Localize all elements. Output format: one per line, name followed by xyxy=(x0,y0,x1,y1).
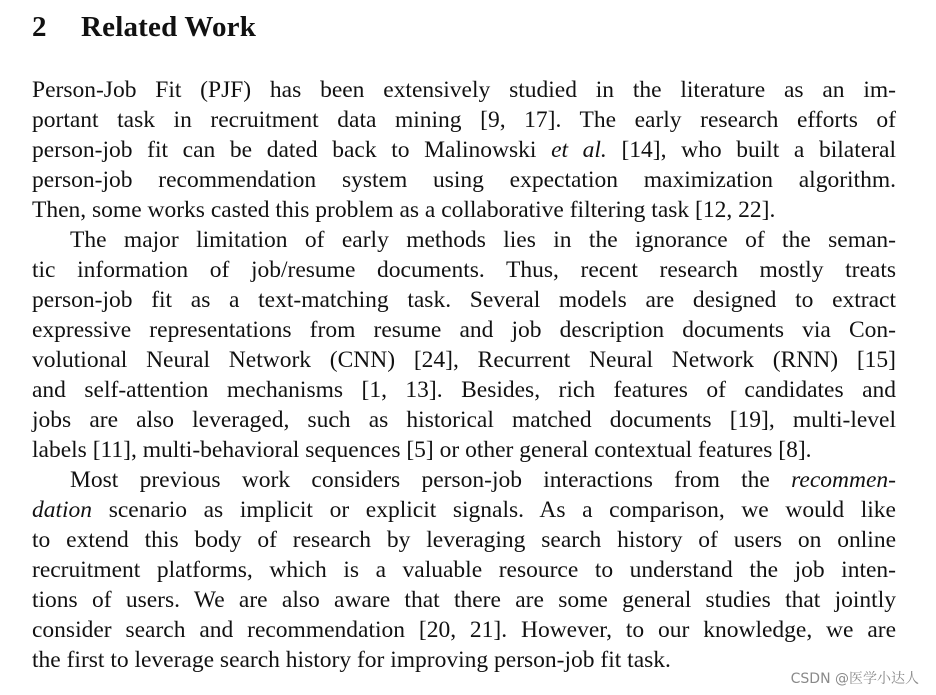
text-line xyxy=(32,315,896,345)
text-line xyxy=(32,375,896,405)
text-line xyxy=(70,465,896,495)
text-line xyxy=(32,555,896,585)
text-line xyxy=(70,225,896,255)
text-segment: labels [11], multi-behavioral sequences [5] or other general contextual features [8]. xyxy=(32,437,812,463)
text-line xyxy=(32,615,896,645)
text-segment: person-job recommendation system using expectation maximization algorithm. xyxy=(32,167,896,193)
text-line xyxy=(32,165,896,195)
text-line xyxy=(32,435,896,465)
italic-text: et al. xyxy=(551,137,607,163)
text-segment: recruitment platforms, which is a valuable resource to understand the job inten- xyxy=(32,557,896,583)
text-segment: consider search and recommendation [20, 21]. However, to our knowledge, we are xyxy=(32,617,896,643)
text-line xyxy=(32,525,896,555)
italic-text: recommen- xyxy=(791,467,896,493)
text-line xyxy=(32,345,896,375)
text-line xyxy=(32,405,896,435)
text-segment: to extend this body of research by leveraging search history of users on online xyxy=(32,527,896,553)
text-segment: volutional Neural Network (CNN) [24], Recurrent Neural Network (RNN) [15] xyxy=(32,347,896,373)
text-segment: and self-attention mechanisms [1, 13]. Besides, rich features of candidates and xyxy=(32,377,896,403)
text-segment: the first to leverage search history for improving person-job fit task. xyxy=(32,647,671,673)
text-segment: person-job fit can be dated back to Malinowski xyxy=(32,137,552,163)
text-segment: Most previous work considers person-job interactions from the xyxy=(70,467,792,493)
text-segment: scenario as implicit or explicit signals. As a comparison, we would like xyxy=(92,497,896,523)
text-segment: jobs are also leveraged, such as historical matched documents [19], multi-level xyxy=(32,407,896,433)
text-line xyxy=(32,135,896,165)
text-line xyxy=(32,105,896,135)
section-number: 2 xyxy=(32,11,47,43)
italic-text: dation xyxy=(32,497,93,523)
text-segment: person-job fit as a text-matching task. Several models are designed to extract xyxy=(32,287,896,313)
text-segment: Then, some works casted this problem as a collaborative filtering task [12, 22]. xyxy=(32,197,776,223)
text-line xyxy=(32,255,896,285)
watermark: CSDN @医学小达人 xyxy=(790,671,919,687)
text-line xyxy=(32,495,896,525)
text-line xyxy=(32,645,896,675)
text-line xyxy=(32,285,896,315)
section-heading xyxy=(32,11,256,44)
text-segment: portant task in recruitment data mining [9, 17]. The early research efforts of xyxy=(32,107,896,133)
text-segment: expressive representations from resume and job description documents via Con- xyxy=(32,317,896,343)
text-line xyxy=(32,585,896,615)
text-segment: [14], who built a bilateral xyxy=(606,137,896,163)
text-line xyxy=(32,195,896,225)
text-segment: tic information of job/resume documents. Thus, recent research mostly treats xyxy=(32,257,896,283)
text-line xyxy=(32,75,896,105)
text-segment: The major limitation of early methods lies in the ignorance of the seman- xyxy=(70,227,896,253)
section-title: Related Work xyxy=(81,11,257,43)
text-segment: tions of users. We are also aware that there are some general studies that jointly xyxy=(32,587,896,613)
text-segment: Person-Job Fit (PJF) has been extensively studied in the literature as an im- xyxy=(32,77,896,103)
